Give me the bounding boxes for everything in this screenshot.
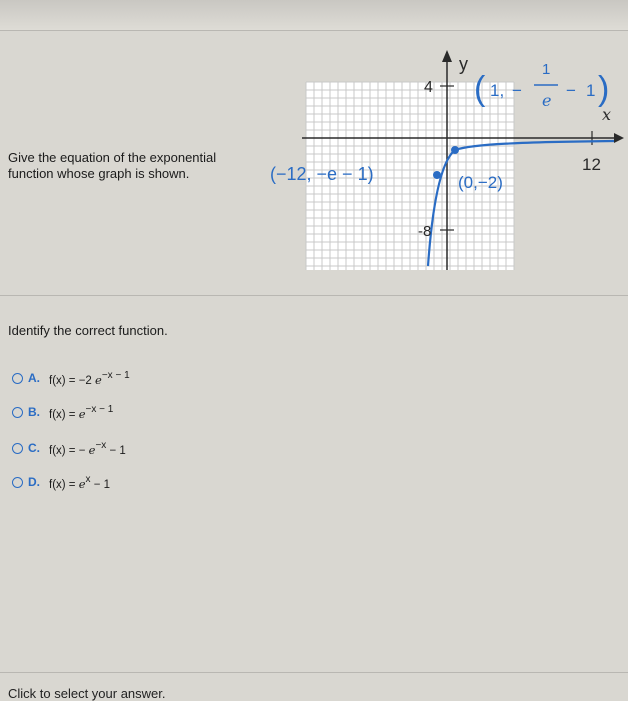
point-top-open-paren: (: [474, 70, 486, 108]
point-top-minus2: −: [566, 81, 576, 100]
x-tick-label-12: 12: [582, 155, 601, 174]
option-c[interactable]: [12, 440, 126, 457]
point-top-one: 1: [586, 81, 596, 100]
option-a-exponent: −x − 1: [101, 370, 130, 381]
question-prompt: Give the equation of the exponential function whose graph is shown.: [8, 150, 217, 181]
option-b-formula: [49, 404, 114, 421]
radio-d-icon[interactable]: [12, 477, 23, 488]
top-divider: [0, 30, 628, 31]
x-axis-label: x: [602, 105, 612, 124]
point-label-mid: (0,−2): [458, 173, 503, 192]
option-c-tail: − 1: [106, 445, 126, 457]
x-axis-arrow: [614, 133, 624, 143]
point-0-neg2: [451, 146, 459, 154]
option-d-formula: [49, 474, 111, 491]
section-divider: [0, 295, 628, 296]
option-d-tail: − 1: [90, 479, 111, 491]
option-b-letter: B.: [28, 405, 40, 419]
footer-divider: [0, 672, 628, 673]
option-d[interactable]: [12, 474, 110, 491]
option-a[interactable]: [12, 370, 130, 387]
option-c-exponent: −x: [95, 440, 107, 451]
point-top-minus1: −: [512, 81, 522, 100]
option-c-base: e: [88, 443, 96, 457]
point-top-x: 1,: [490, 81, 505, 100]
instruction: Identify the correct function.: [8, 323, 168, 338]
top-band: [0, 0, 628, 30]
option-d-base: e: [78, 477, 86, 491]
option-b-lhs: f(x) =: [49, 409, 76, 421]
option-a-base: e: [95, 373, 102, 387]
option-d-exponent: x: [85, 474, 91, 485]
graph-svg: [262, 40, 628, 270]
radio-a-icon[interactable]: [12, 373, 23, 384]
option-a-letter: A.: [28, 371, 40, 385]
point-label-left: (−12, −e − 1): [270, 164, 374, 184]
radio-b-icon[interactable]: [12, 407, 23, 418]
y-tick-label-4: 4: [424, 79, 433, 96]
option-a-lhs: f(x) = −2: [49, 375, 92, 387]
option-b[interactable]: [12, 404, 113, 421]
radio-c-icon[interactable]: [12, 443, 23, 454]
y-tick-label-neg8: -8: [418, 223, 432, 240]
option-d-lhs: f(x) =: [49, 479, 76, 491]
option-b-base: e: [78, 407, 86, 421]
option-b-exponent: −x − 1: [85, 404, 114, 415]
point-neg12: [433, 171, 441, 179]
option-c-formula: [49, 440, 126, 457]
option-a-formula: [49, 370, 130, 387]
graph: [262, 40, 628, 270]
y-axis-arrow: [442, 50, 452, 62]
option-d-letter: D.: [28, 475, 40, 489]
option-c-lhs: f(x) = −: [49, 445, 86, 457]
point-top-close-paren: ): [598, 70, 610, 108]
point-top-frac-den: e: [542, 91, 552, 110]
y-axis-label: y: [459, 54, 468, 74]
footer-hint: Click to select your answer.: [8, 686, 166, 701]
point-top-frac-num: 1: [542, 61, 551, 78]
option-c-letter: C.: [28, 441, 40, 455]
